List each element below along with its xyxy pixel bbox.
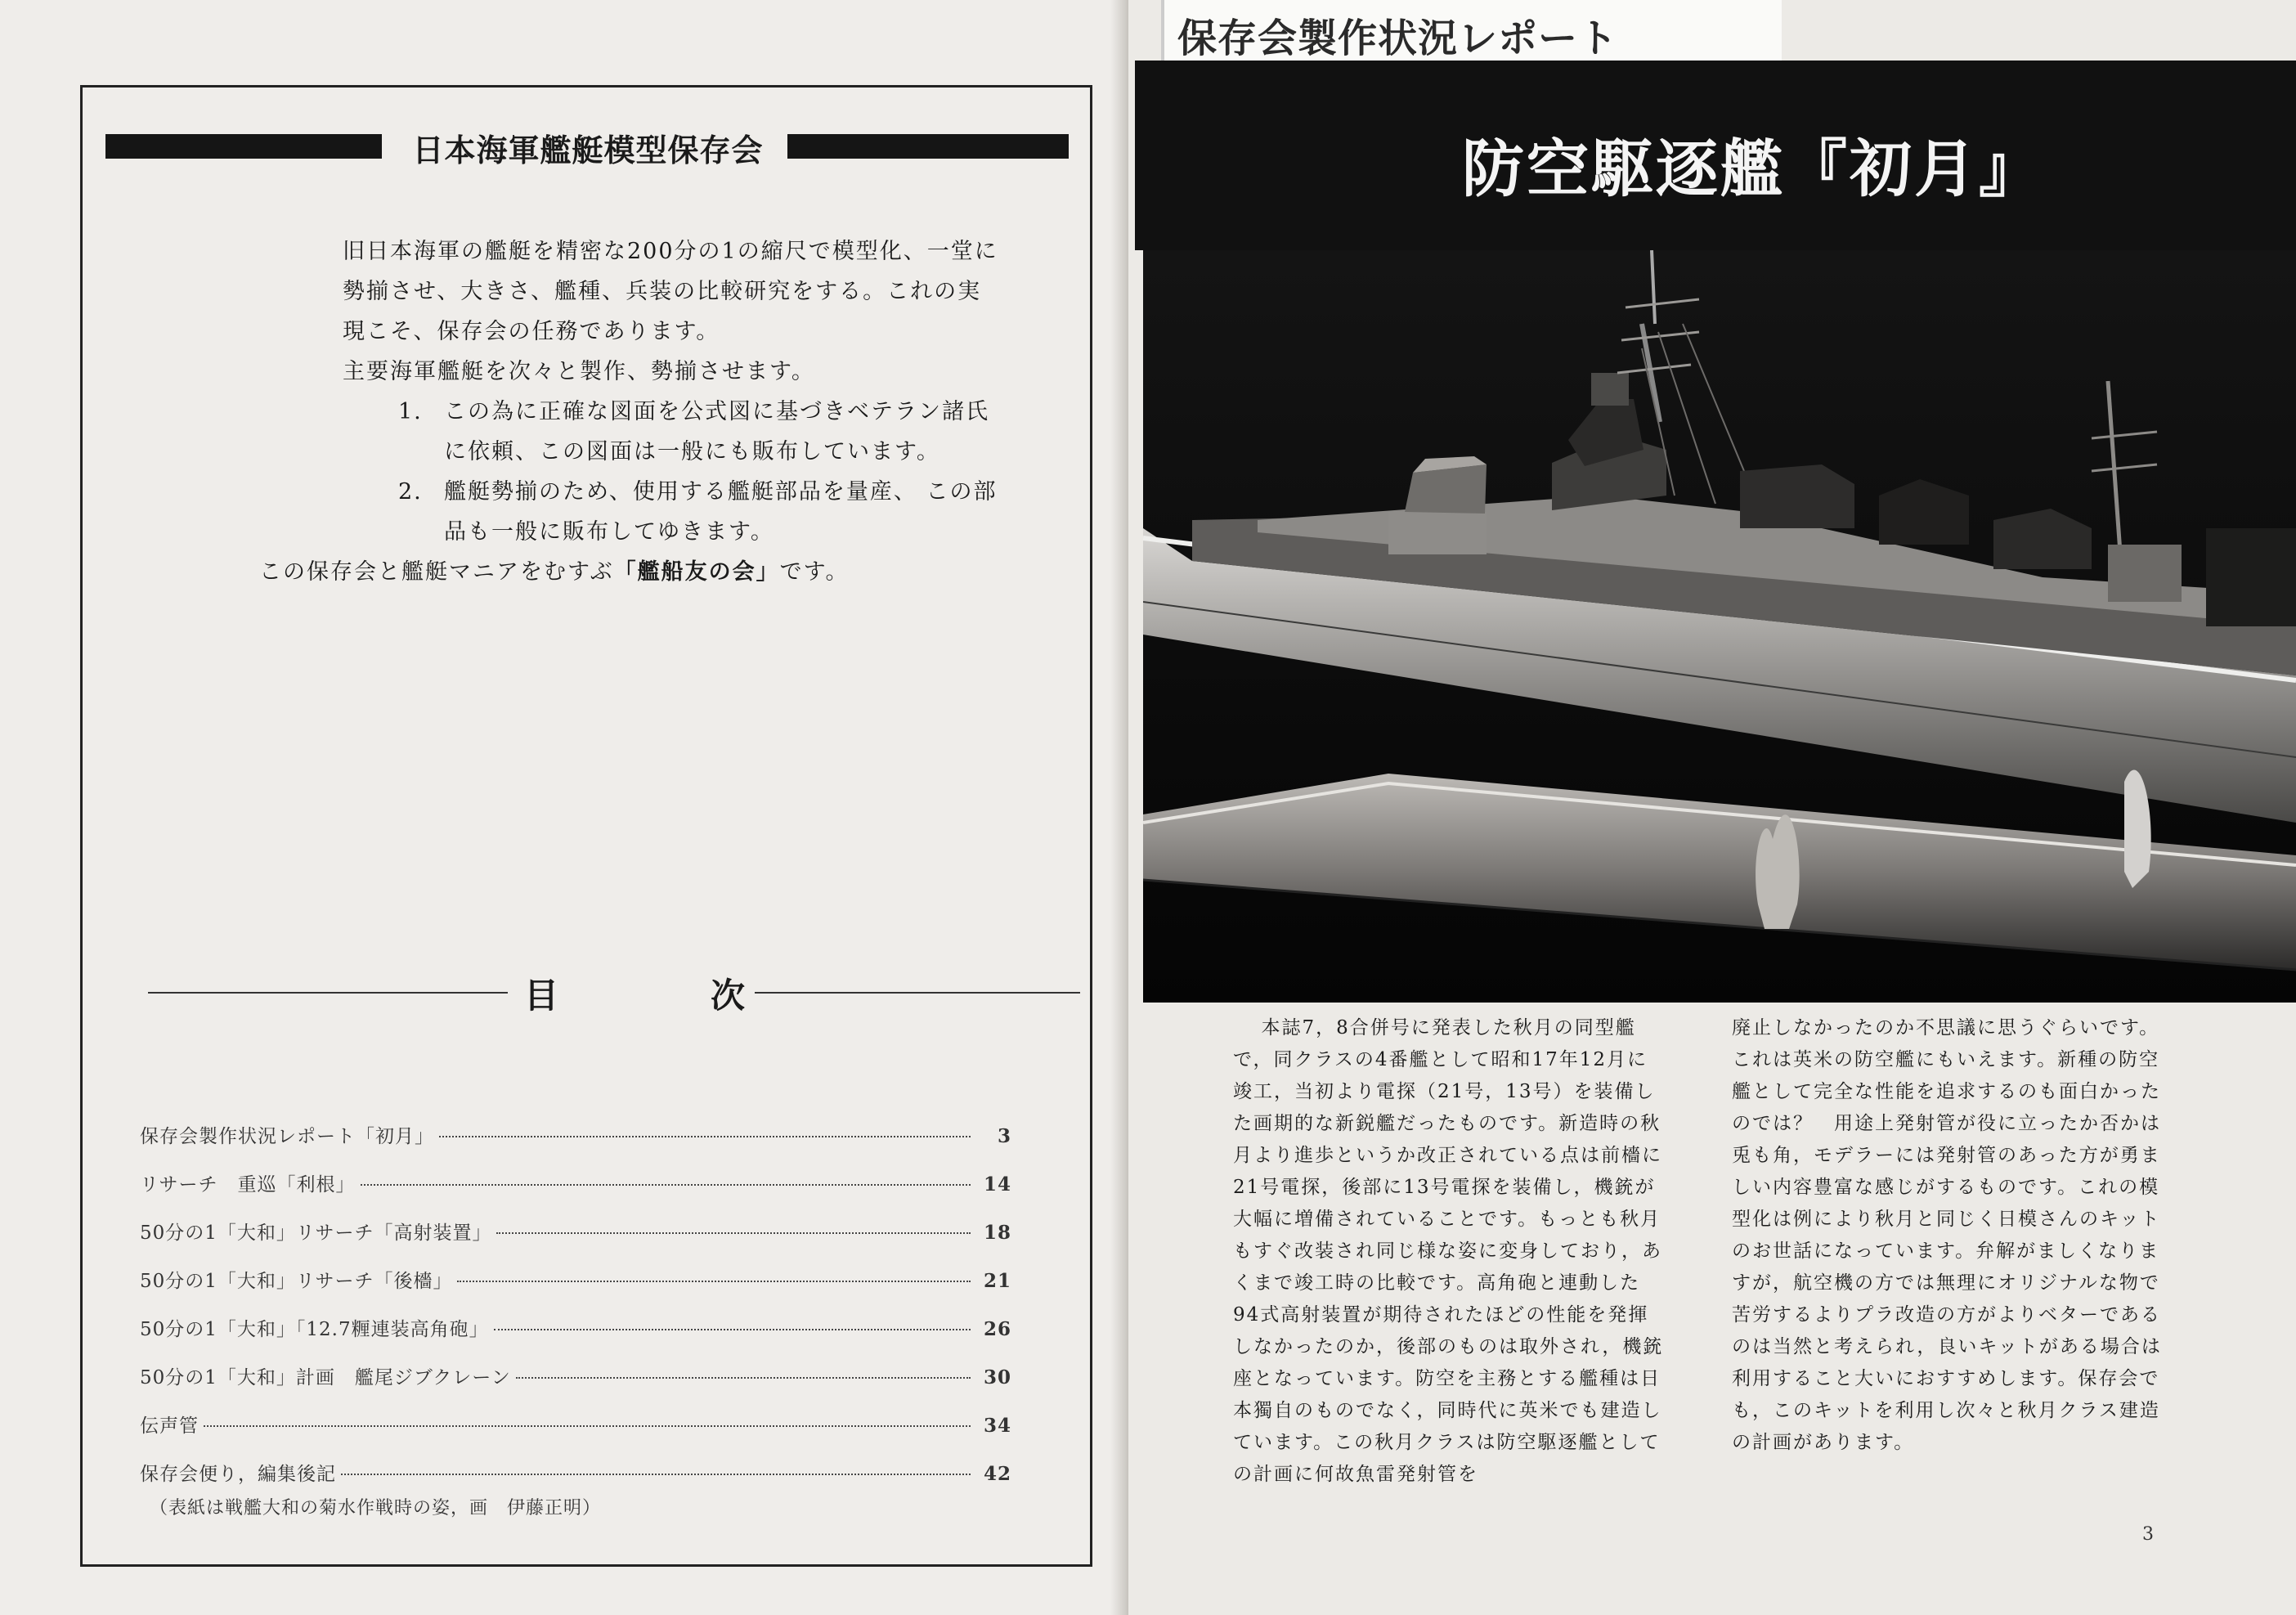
item-number: 1. xyxy=(398,399,423,424)
toc-leader xyxy=(361,1184,971,1186)
toc-entry-title: 保存会製作状況レポート「初月」 xyxy=(140,1126,434,1147)
intro-item-2 xyxy=(320,472,998,552)
right-page xyxy=(1128,0,2296,1615)
toc-entry-page: 34 xyxy=(983,1415,1011,1437)
ship-model-photo xyxy=(1143,250,2296,1003)
intro-para-2: 主要海軍艦艇を次々と製作、勢揃させます。 xyxy=(343,359,815,384)
content-frame xyxy=(80,85,1092,1567)
article-text-1: 本誌7，8合併号に発表した秋月の同型艦で，同クラスの4番艦として昭和17年12月に竣工，当初より電探（21号，13号）を装備した画期的な新鋭艦だったものです。新造時の秋月より進歩というか改正されている点は前檣に21号電探，後部に13号電探を装備し，機銃が大幅に増備されていることです。もっとも秋月もすぐ改装され同じ様な姿に変身しており，あくまで竣工時の比較です。高角砲と連動した94式高射装置が期待されたほどの性能を発揮しなかったのか，後部のものは取外され，機銃座となっています。防空を主務とする艦種は日本獨自のものでなく，同時代に英米でも建造しています。この秋月クラスは防空駆逐艦としての計画に何故魚雷発射管を xyxy=(1233,1017,1664,1485)
intro-text xyxy=(259,231,998,592)
article-title: 防空駆逐艦『初月』 xyxy=(1462,132,2043,205)
closing-text: この保存会と艦艇マニアをむすぶ xyxy=(259,559,614,585)
item-text: この為に正確な図面を公式図に基づきベテラン諸氏に依頼、この図面は一般にも販布しています。 xyxy=(444,399,989,464)
toc-entry[interactable] xyxy=(140,1411,1011,1459)
toc-entry-page: 26 xyxy=(983,1318,1011,1340)
toc-rule-left xyxy=(148,992,508,994)
toc-entry-title: リサーチ 重巡「利根」 xyxy=(140,1174,356,1196)
article-text-2: 廃止しなかったのか不思議に思うぐらいです。これは英米の防空艦にもいえます。新種の防空艦として完全な性能を追求するのも面白かったのでは？ 用途上発射管が役に立ったか否かは兎も角，モデラーには発射管のあった方が勇ましい内容豊富な感じがするものです。これの模型化は例により秋月と同じく日模さんのキットのお世話になっています。弁解がましくなりますが，航空機の方では無理にオリジナルな物で苦労するよりプラ改造の方がよりベターであるのは当然と考えられ，良いキットがある場合は利用すること大いにおすすめします。保存会でも，このキットを利用し次々と秋月クラス建造の計画があります。 xyxy=(1732,1017,2162,1453)
org-heading xyxy=(105,130,1069,168)
toc-entry-title: 50分の1「大和」計画 艦尾ジブクレーン xyxy=(140,1367,511,1388)
intro-item-1 xyxy=(320,392,998,472)
toc-rule-right xyxy=(755,992,1080,994)
toc-entry-title: 保存会便り，編集後記 xyxy=(140,1464,336,1485)
intro-para-1: 旧日本海軍の艦艇を精密な200分の1の縮尺で模型化、一堂に勢揃させ、大きさ、艦種、兵装の比較研究をする。これの実現こそ、保存会の任務であります。 xyxy=(343,239,998,344)
toc-heading xyxy=(148,954,1072,1016)
toc-entry-page: 21 xyxy=(983,1270,1011,1292)
item-text: 艦艇勢揃のため、使用する艦艇部品を量産、 この部品も一般に販布してゆきます。 xyxy=(444,479,998,545)
toc-entry[interactable] xyxy=(140,1314,1011,1362)
section-tag-label: 保存会製作状況レポート xyxy=(1177,16,1619,61)
section-tag xyxy=(1161,0,1782,61)
toc-title-char-1: 目 xyxy=(524,976,559,1016)
toc-entry-page: 30 xyxy=(983,1366,1011,1388)
toc-entry-page: 14 xyxy=(983,1173,1011,1196)
club-name: 「艦船友の会」 xyxy=(613,559,780,585)
toc-leader xyxy=(457,1281,971,1282)
cover-note: （表紙は戦艦大和の菊水作戦時の姿，画 伊藤正明） xyxy=(150,1498,602,1519)
heading-bar-left xyxy=(105,134,382,159)
item-number: 2. xyxy=(398,479,423,505)
toc-entry[interactable] xyxy=(140,1121,1011,1169)
toc-entry-page: 42 xyxy=(983,1463,1011,1485)
left-page xyxy=(0,0,1128,1615)
closing-end: です。 xyxy=(779,559,850,585)
toc-entry-title: 50分の1「大和」リサーチ「高射装置」 xyxy=(140,1222,492,1244)
toc-leader xyxy=(204,1425,971,1427)
toc-entry[interactable] xyxy=(140,1266,1011,1314)
toc-title-char-2: 次 xyxy=(710,976,745,1016)
toc-entry[interactable] xyxy=(140,1362,1011,1411)
article-column-1 xyxy=(1233,1012,1666,1491)
toc-entry[interactable] xyxy=(140,1218,1011,1266)
toc-entry-page: 3 xyxy=(997,1125,1011,1147)
toc-list xyxy=(140,1121,1011,1507)
toc-entry-title: 50分の1「大和」「12.7糎連装高角砲」 xyxy=(140,1319,489,1340)
toc-leader xyxy=(496,1232,971,1234)
toc-leader xyxy=(516,1377,971,1379)
article-column-2 xyxy=(1732,1012,2165,1459)
page-number: 3 xyxy=(2142,1524,2154,1545)
toc-entry-page: 18 xyxy=(983,1222,1011,1244)
destroyer-model-image xyxy=(1143,250,2296,1003)
title-band xyxy=(1135,61,2296,250)
toc-entry[interactable] xyxy=(140,1169,1011,1218)
toc-title xyxy=(516,969,753,1018)
toc-leader xyxy=(341,1474,971,1475)
org-title: 日本海軍艦艇模型保存会 xyxy=(412,132,764,168)
toc-entry-title: 伝声管 xyxy=(140,1415,199,1437)
intro-closing xyxy=(259,552,998,592)
heading-bar-right xyxy=(787,134,1069,159)
toc-leader xyxy=(494,1329,971,1330)
toc-leader xyxy=(439,1136,971,1137)
toc-entry-title: 50分の1「大和」リサーチ「後檣」 xyxy=(140,1271,453,1292)
